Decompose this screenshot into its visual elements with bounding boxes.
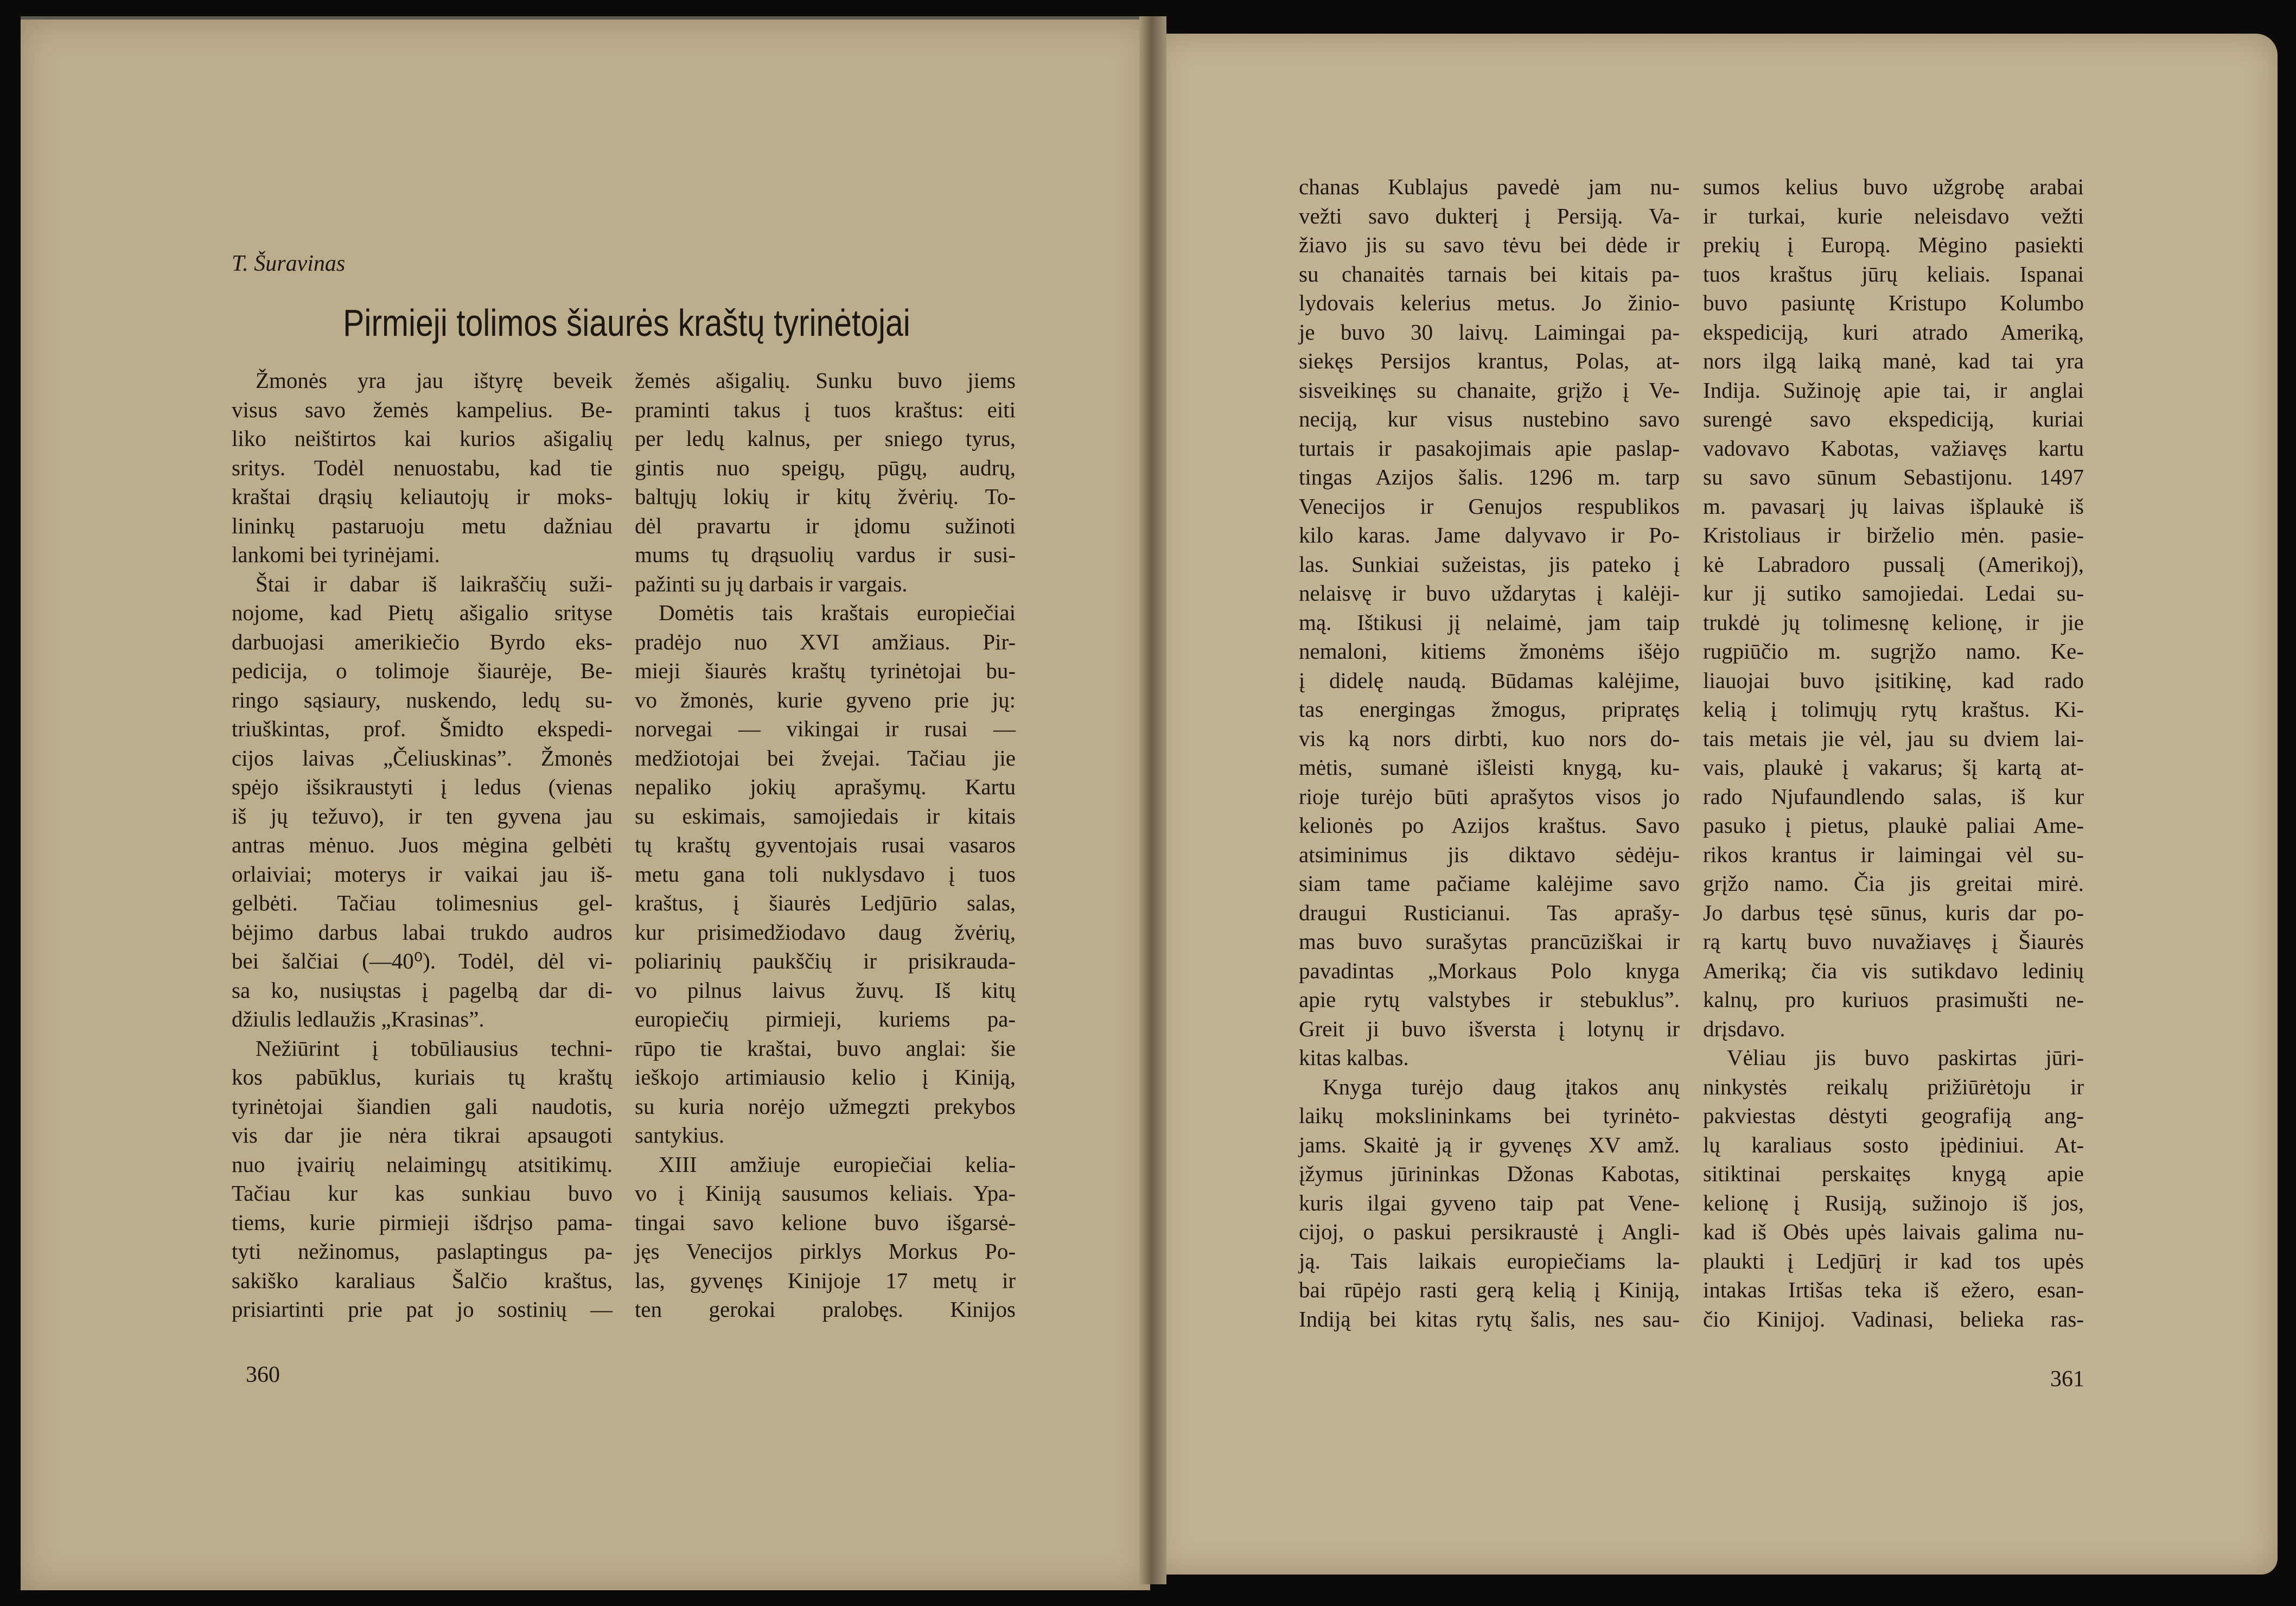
text-line: chanas Kublajus pavedė jam nu-	[1299, 174, 1680, 199]
text-line: gelbėti. Tačiau tolimesnius gel-	[232, 890, 613, 915]
text-line: Greit ji buvo išversta į lotynų ir	[1299, 1016, 1680, 1041]
text-line: nepaliko jokių aprašymų. Kartu	[635, 774, 1016, 799]
text-line: vis ką nors dirbti, kuo nors do-	[1299, 725, 1680, 751]
paragraph	[635, 1150, 1016, 1324]
book-gutter	[1139, 16, 1166, 1584]
text-line: las, gyvenęs Kinijoje 17 metų ir	[635, 1267, 1016, 1293]
text-line: įžymus jūrininkas Džonas Kabotas,	[1299, 1161, 1680, 1186]
text-line: sumos kelius buvo užgrobę arabai	[1703, 174, 2084, 199]
text-line: pedicija, o tolimoje šiaurėje, Be-	[232, 658, 613, 683]
text-line: rikos krantus ir laimingai vėl su-	[1703, 842, 2084, 867]
text-line: vežti savo dukterį į Persiją. Va-	[1299, 203, 1680, 228]
text-line: sisveikinęs su chanaite, grįžo į Ve-	[1299, 377, 1680, 403]
text-line: sa ko, nusiųstas į pagelbą dar di-	[232, 977, 613, 1003]
text-line: kalnų, pro kuriuos prasimušti ne-	[1703, 987, 2084, 1012]
article-title: Pirmieji tolimos šiaurės kraštų tyrinėtojai	[343, 302, 910, 344]
text-line: mums tų drąsuolių vardus ir susi-	[635, 542, 1016, 567]
text-line: mėtis, sumanė išleisti knygą, ku-	[1299, 755, 1680, 780]
text-line: Kristoliaus ir birželio mėn. pasie-	[1703, 522, 2084, 547]
text-line: kraštai drąsių keliautojų ir moks-	[232, 484, 613, 509]
text-line: antras mėnuo. Juos mėgina gelbėti	[232, 832, 613, 857]
text-line: kuris ilgai gyveno taip pat Vene-	[1299, 1190, 1680, 1215]
text-line: ir turkai, kurie neleisdavo vežti	[1703, 203, 2084, 228]
text-line: sritys. Todėl nenuostabu, kad tie	[232, 455, 613, 480]
text-line: ieškojo artimiausio kelio į Kiniją,	[635, 1065, 1016, 1089]
text-line: buvo pasiuntę Kristupo Kolumbo	[1703, 290, 2084, 315]
text-column-4	[1703, 173, 2084, 1334]
text-line: praminti takus į tuos kraštus: eiti	[635, 397, 1016, 422]
page-number-left: 360	[246, 1362, 280, 1387]
text-line: laikų mokslininkams bei tyrinėto-	[1299, 1103, 1680, 1128]
text-line: ekspediciją, kuri atrado Ameriką,	[1703, 319, 2084, 345]
text-line: ten gerokai pralobęs. Kinijos	[635, 1297, 1016, 1322]
text-line: ją. Tais laikais europiečiams la-	[1299, 1248, 1680, 1273]
text-line: prekių į Europą. Mėgino pasiekti	[1703, 232, 2084, 257]
text-line: tyti nežinomus, paslaptingus pa-	[232, 1239, 613, 1264]
text-line: liauojai buvo įsitikinę, kad rado	[1703, 667, 2084, 693]
text-line: kos pabūklus, kuriais tų kraštų	[232, 1065, 613, 1089]
text-line: liko neištirtos kai kurios ašigalių	[232, 426, 613, 451]
text-line: į didelę naudą. Būdamas kalėjime,	[1299, 667, 1680, 693]
text-line: Indiją bei kitas rytų šalis, nes sau-	[1299, 1306, 1680, 1331]
text-line: jams. Skaitė ją ir gyvenęs XV amž.	[1299, 1132, 1680, 1157]
text-line: siam tame pačiame kalėjime savo	[1299, 871, 1680, 896]
text-line: sakiško karaliaus Šalčio kraštus,	[232, 1267, 613, 1293]
text-line: cijos laivas „Čeliuskinas”. Žmonės	[232, 745, 613, 770]
text-line: tingas Azijos šalis. 1296 m. tarp	[1299, 464, 1680, 489]
text-line: nemaloni, kitiems žmonėms išėjo	[1299, 639, 1680, 664]
text-line: plaukti į Ledjūrį ir kad tos upės	[1703, 1248, 2084, 1273]
text-line: nojome, kad Pietų ašigalio srityse	[232, 600, 613, 625]
text-line: Nežiūrint į tobūliausius techni-	[256, 1035, 613, 1061]
text-line: pavadintas „Morkaus Polo knyga	[1299, 958, 1680, 983]
text-line: tų kraštų gyventojais rusai vasaros	[635, 832, 1016, 857]
text-line: poliarinių paukščių ir prisikrauda-	[635, 948, 1016, 973]
text-line: siekęs Persijos krantus, Polas, at-	[1299, 348, 1680, 373]
paragraph	[232, 366, 613, 570]
text-line: tingai savo kelione buvo išgarsė-	[635, 1209, 1016, 1235]
text-line: vo į Kiniją sausumos keliais. Ypa-	[635, 1181, 1016, 1206]
text-line: tyrinėtojai šiandien gali naudotis,	[232, 1093, 613, 1119]
text-line: darbuojasi amerikiečio Byrdo eks-	[232, 629, 613, 654]
text-line: kraštus, į šiaurės Ledjūrio salas,	[635, 890, 1016, 915]
text-line: kelionę į Rusiją, sužinojo iš jos,	[1703, 1190, 2084, 1215]
text-column-1	[232, 366, 613, 1324]
text-line: lų karaliaus sosto įpėdiniui. At-	[1703, 1132, 2084, 1157]
text-line: čio Kinijoj. Vadinasi, belieka ras-	[1703, 1306, 2084, 1331]
text-line: lydovais kelerius metus. Jo žinio-	[1299, 290, 1680, 315]
text-line: vo pilnus laivus žuvų. Iš kitų	[635, 977, 1016, 1003]
page-number-right: 361	[2050, 1367, 2084, 1392]
paragraph	[1703, 173, 2084, 1043]
text-line: Tačiau kur kas sunkiau buvo	[232, 1181, 613, 1206]
paragraph	[635, 598, 1016, 1150]
text-line: Vėliau jis buvo paskirtas jūri-	[1727, 1045, 2084, 1070]
text-line: rado Njufaundlendo salas, iš kur	[1703, 783, 2084, 809]
paragraph	[232, 1034, 613, 1324]
text-line: nuo įvairių nelaimingų atsitikimų.	[232, 1151, 613, 1177]
text-line: su eskimais, samojiedais ir kitais	[635, 803, 1016, 829]
text-line: turtais ir pasakojimais apie paslap-	[1299, 435, 1680, 461]
text-line: vo žmonės, kurie gyveno prie jų:	[635, 687, 1016, 712]
text-line: europiečių pirmieji, kuriems pa-	[635, 1006, 1016, 1031]
text-line: žiavo jis su savo tėvu bei dėde ir	[1299, 232, 1680, 257]
text-line: cijoj, o paskui persikraustė į Angli-	[1299, 1219, 1680, 1244]
text-line: medžiotojai bei žvejai. Tačiau jie	[635, 745, 1016, 770]
text-line: bėjimo darbus labai trukdo audros	[232, 919, 613, 945]
text-column-2	[635, 366, 1016, 1324]
text-line: su savo sūnum Sebastijonu. 1497	[1703, 464, 2084, 489]
text-line: kelionės po Azijos kraštus. Savo	[1299, 813, 1680, 838]
text-line: grįžo namo. Čia jis greitai mirė.	[1703, 871, 2084, 896]
text-line: Knyga turėjo daug įtakos anų	[1323, 1074, 1680, 1099]
text-line: Žmonės yra jau ištyrę beveik	[256, 368, 613, 393]
text-line: iš jų težuvo), ir ten gyvena jau	[232, 803, 613, 829]
text-line: tais metais jie vėl, jau su dviem lai-	[1703, 725, 2084, 751]
paragraph	[635, 366, 1016, 598]
text-line: draugui Rusticianui. Tas aprašy-	[1299, 900, 1680, 925]
text-line: bai rūpėjo rasti gerą kelią į Kiniją,	[1299, 1277, 1680, 1302]
text-column-3	[1299, 173, 1680, 1334]
text-line: mas buvo surašytas prancūziškai ir	[1299, 929, 1680, 954]
text-line: baltųjų lokių ir kitų žvėrių. To-	[635, 484, 1016, 509]
text-line: trukdė jų tolimesnę kelionę, ir jie	[1703, 609, 2084, 635]
text-line: su chanaitės tarnais bei kitais pa-	[1299, 261, 1680, 286]
text-line: lininkų pastaruoju metu dažniau	[232, 513, 613, 538]
text-line: mieji šiaurės kraštų tyrinėtojai bu-	[635, 658, 1016, 683]
text-line: nors ilgą laiką manė, kad tai yra	[1703, 348, 2084, 373]
text-line: rugpiūčio m. sugrįžo namo. Ke-	[1703, 639, 2084, 664]
text-line: surengė savo ekspediciją, kuriai	[1703, 406, 2084, 431]
text-line: džiulis ledlaužis „Krasinas”.	[232, 1006, 484, 1031]
text-line: Ameriką; čia vis sutikdavo ledinių	[1703, 958, 2084, 983]
text-line: Venecijos ir Genujos respublikos	[1299, 493, 1680, 519]
text-line: su kuria norėjo užmegzti prekybos	[635, 1093, 1016, 1119]
text-line: pažinti su jų darbais ir vargais.	[635, 571, 908, 596]
text-line: orlaiviai; moterys ir vaikai jau iš-	[232, 861, 613, 887]
text-line: rioje turėjo būti aprašytos visos jo	[1299, 783, 1680, 809]
text-line: tas energingas žmogus, pripratęs	[1299, 697, 1680, 722]
text-line: žemės ašigalių. Sunku buvo jiems	[635, 368, 1016, 393]
text-line: kur prisimedžiodavo daug žvėrių,	[635, 919, 1016, 945]
text-line: norvegai — vikingai ir rusai —	[635, 716, 1016, 741]
text-line: je buvo 30 laivų. Laimingai pa-	[1299, 319, 1680, 345]
text-line: neciją, kur visus nustebino savo	[1299, 406, 1680, 431]
text-line: Domėtis tais kraštais europiečiai	[659, 600, 1016, 625]
text-line: ringo sąsiaury, nuskendo, ledų su-	[232, 687, 613, 712]
text-line: pasuko į pietus, plaukė paliai Ame-	[1703, 813, 2084, 838]
text-line: kė Labradoro pussalį (Amerikoj),	[1703, 551, 2084, 577]
paragraph	[1299, 1073, 1680, 1334]
text-line: kad iš Obės upės laivais galima nu-	[1703, 1219, 2084, 1244]
text-line: metu gana toli nuklysdavo į tuos	[635, 861, 1016, 887]
text-line: pakviestas dėstyti geografiją ang-	[1703, 1103, 2084, 1128]
text-line: visus savo žemės kampelius. Be-	[232, 397, 613, 422]
paragraph	[1703, 1043, 2084, 1334]
text-line: ninkystės reikalų prižiūrėtoju ir	[1703, 1074, 2084, 1099]
text-line: Štai ir dabar iš laikraščių suži-	[256, 571, 613, 596]
text-line: tuos kraštus jūrų keliais. Ispanai	[1703, 261, 2084, 286]
text-line: kitas kalbas.	[1299, 1045, 1409, 1070]
paragraph	[1299, 173, 1680, 1073]
text-line: bei šalčiai (—40⁰). Todėl, dėl vi-	[232, 948, 613, 973]
text-line: mą. Ištikusi jį nelaimė, jam taip	[1299, 609, 1680, 635]
text-line: rą kartų buvo nuvažiavęs į Šiaurės	[1703, 929, 2084, 954]
text-line: nelaisvę ir buvo uždarytas į kalėji-	[1299, 581, 1680, 606]
text-line: per ledų kalnus, per sniego tyrus,	[635, 426, 1016, 451]
text-line: sitiktinai perskaitęs knygą apie	[1703, 1161, 2084, 1186]
paragraph	[232, 570, 613, 1034]
text-line: gintis nuo speigų, pūgų, audrų,	[635, 455, 1016, 480]
text-line: santykius.	[635, 1123, 725, 1148]
text-line: kilo karas. Jame dalyvavo ir Po-	[1299, 522, 1680, 547]
text-line: vadovavo Kabotas, važiavęs kartu	[1703, 435, 2084, 461]
text-line: m. pavasarį jų laivas išplaukė iš	[1703, 493, 2084, 519]
text-line: rūpo tie kraštai, buvo anglai: šie	[635, 1035, 1016, 1061]
text-line: tiems, kurie pirmieji išdrįso pama-	[232, 1209, 613, 1235]
text-line: jęs Venecijos pirklys Morkus Po-	[635, 1239, 1016, 1264]
text-line: XIII amžiuje europiečiai kelia-	[659, 1151, 1016, 1177]
author-name: T. Šuravinas	[232, 251, 346, 276]
text-line: lankomi bei tyrinėjami.	[232, 542, 440, 567]
text-line: pradėjo nuo XVI amžiaus. Pir-	[635, 629, 1016, 654]
text-line: las. Sunkiai sužeistas, jis pateko į	[1299, 551, 1680, 577]
text-line: kur jį sutiko samojiedai. Ledai su-	[1703, 581, 2084, 606]
text-line: triuškintas, prof. Šmidto ekspedi-	[232, 716, 613, 741]
text-line: intakas Irtišas teka iš ežero, esan-	[1703, 1277, 2084, 1302]
text-line: prisiartinti prie pat jo sostinių —	[232, 1297, 613, 1322]
text-line: Jo darbus tęsė sūnus, kuris dar po-	[1703, 900, 2084, 925]
text-line: spėjo išsikraustyti į ledus (vienas	[232, 774, 613, 799]
text-line: Indija. Sužinoję apie tai, ir anglai	[1703, 377, 2084, 403]
text-line: drįsdavo.	[1703, 1016, 1785, 1041]
text-line: vis dar jie nėra tikrai apsaugoti	[232, 1123, 613, 1148]
text-line: vais, plaukė į vakarus; šį kartą at-	[1703, 755, 2084, 780]
text-line: kelią į tolimųjų rytų kraštus. Ki-	[1703, 697, 2084, 722]
text-line: atsiminimus jis diktavo sėdėju-	[1299, 842, 1680, 867]
text-line: dėl pravartu ir įdomu sužinoti	[635, 513, 1016, 538]
text-line: apie rytų valstybes ir stebuklus”.	[1299, 987, 1680, 1012]
